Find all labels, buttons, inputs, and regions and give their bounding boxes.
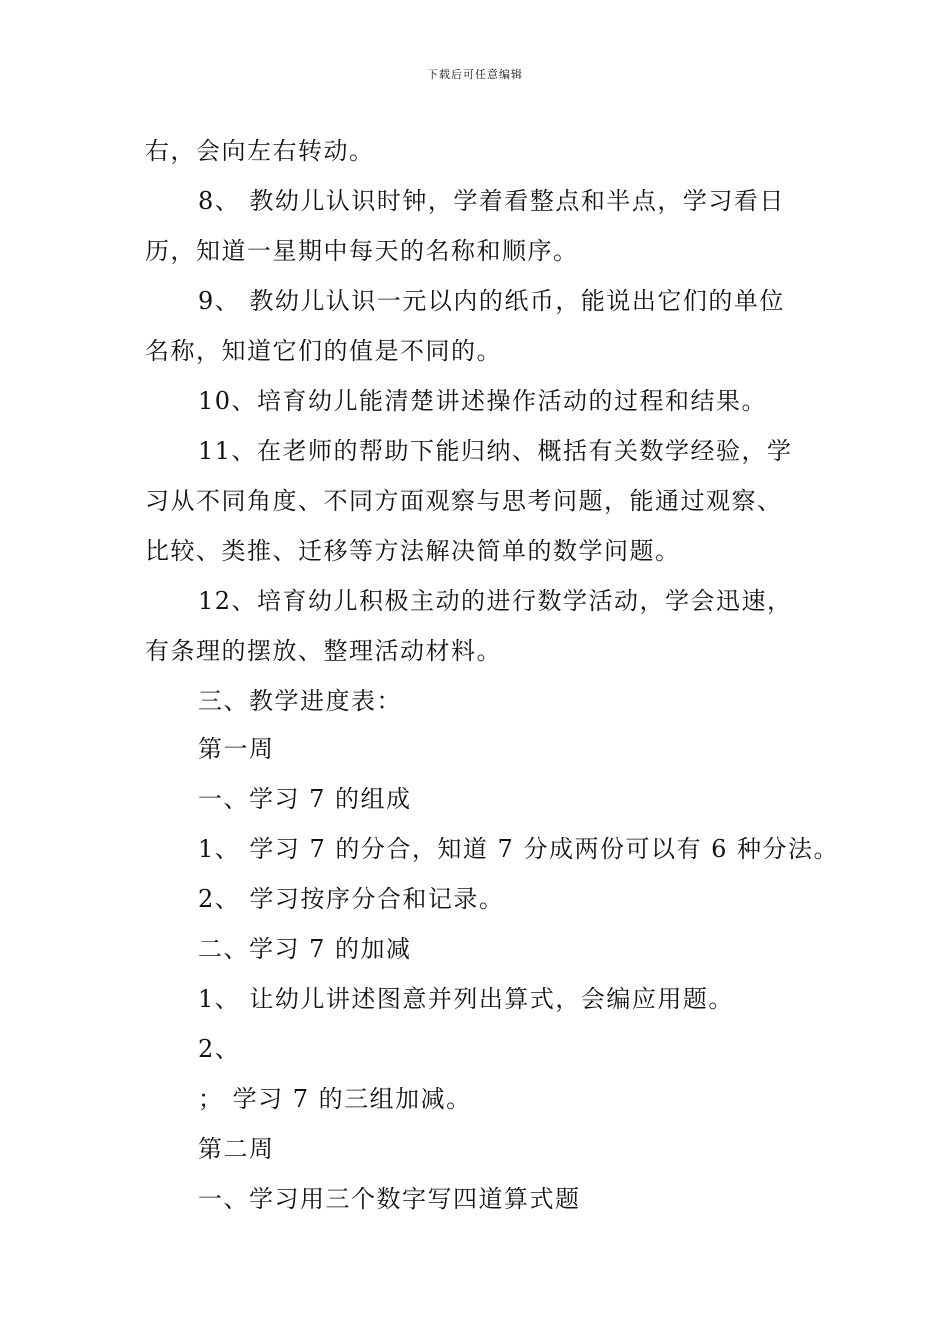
text-line: 第一周 — [198, 735, 275, 763]
text-line: 2、 — [198, 1035, 241, 1063]
page-header: 下载后可任意编辑 — [427, 68, 523, 81]
text-line: 1、 让幼儿讲述图意并列出算式，会编应用题。 — [198, 985, 734, 1013]
text-line: 8、 教幼儿认识时钟，学着看整点和半点，学习看日 — [198, 187, 785, 215]
text-line: 一、学习用三个数字写四道算式题 — [198, 1185, 581, 1213]
text-line: 有条理的摆放、整理活动材料。 — [145, 637, 502, 665]
text-line: 一、学习 7 的组成 — [198, 785, 412, 813]
text-line: 10、培育幼儿能清楚讲述操作活动的过程和结果。 — [198, 387, 768, 415]
text-line: 历，知道一星期中每天的名称和顺序。 — [145, 237, 579, 265]
text-line: 9、 教幼儿认识一元以内的纸币，能说出它们的单位 — [198, 287, 785, 315]
text-line: ； 学习 7 的三组加减。 — [198, 1085, 472, 1113]
text-line: 第二周 — [198, 1135, 275, 1163]
text-line: 比较、类推、迁移等方法解决简单的数学问题。 — [145, 537, 681, 565]
text-line: 1、 学习 7 的分合，知道 7 分成两份可以有 6 种分法。 — [198, 835, 839, 863]
text-line: 12、培育幼儿积极主动的进行数学活动，学会迅速， — [198, 587, 793, 615]
text-line: 二、学习 7 的加减 — [198, 935, 412, 963]
text-line: 11、在老师的帮助下能归纳、概括有关数学经验，学 — [198, 437, 793, 465]
text-line: 习从不同角度、不同方面观察与思考问题，能通过观察、 — [145, 487, 783, 515]
text-line: 2、 学习按序分合和记录。 — [198, 885, 505, 913]
text-line: 右，会向左右转动。 — [145, 137, 375, 165]
text-line: 名称，知道它们的值是不同的。 — [145, 337, 502, 365]
text-line: 三、教学进度表： — [198, 687, 402, 715]
